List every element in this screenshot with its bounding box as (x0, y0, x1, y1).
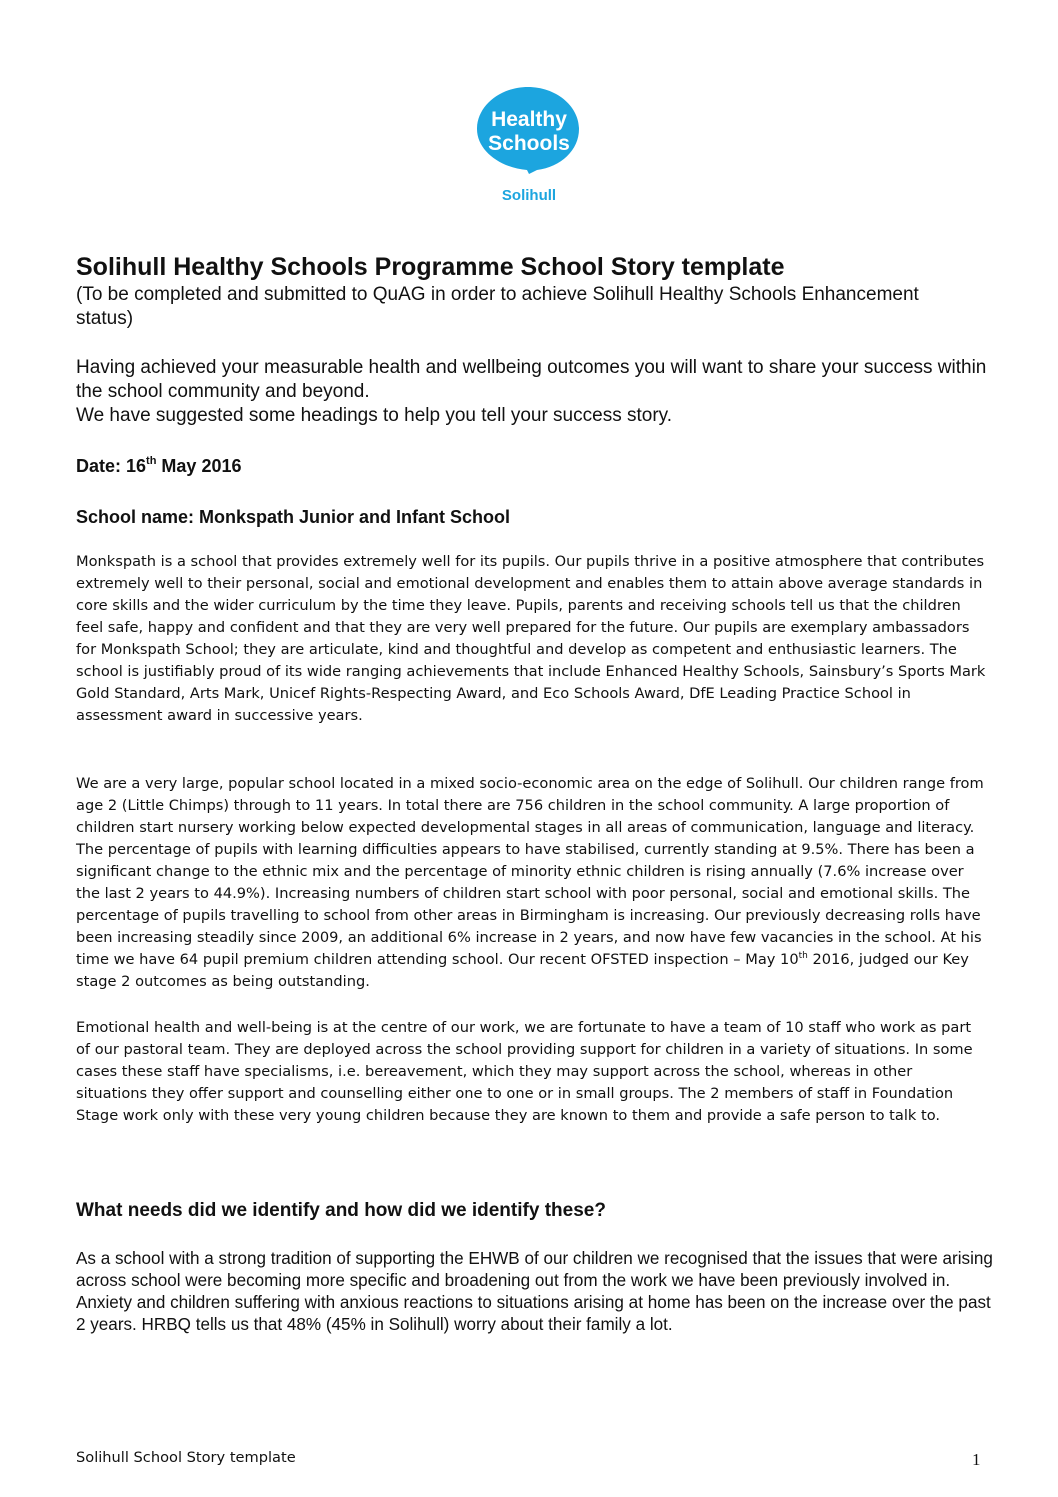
logo-sub-text: Solihull (501, 187, 557, 204)
logo-subtitle (471, 180, 587, 210)
logo-line1: Healthy (491, 108, 567, 131)
needs-heading: What needs did we identify and how did we identify these? (76, 1200, 606, 1221)
date-line (76, 453, 241, 479)
paragraph-context-main: We are a very large, popular school located in a mixed socio-economic area on the edge of Solihull. Our children range from age 2 (Little Chimps) through to 11 years. In total there are 756 children in the school community. A large proportion of children start nursery working below expected developmental stages in all areas of communication, language and literacy. The percentage of pupils with learning difficulties appears to have stabilised, currently standing at 9.5%. There has been a significant change to the ethnic mix and the percentage of minority ethnic children is rising annually (7.6% increase over the last 2 years to 44.9%). Increasing numbers of children start school with poor personal, social and emotional skills. The percentage of pupils travelling to school from other areas in Birmingham is increasing. Our previously decreasing rolls have been increasing steadily since 2009, an additional 6% increase in 2 years, and now have few vacancies in the school. At his time we have 64 pupil premium children attending school. Our recent OFSTED inspection – May 10 (76, 775, 984, 968)
date-label: Date: 16 (76, 456, 147, 476)
intro-paragraph-1: Having achieved your measurable health and wellbeing outcomes you will want to share your success within the school community and beyond. (76, 357, 987, 402)
date-rest: May 2016 (156, 456, 242, 476)
page-number: 1 (972, 1450, 981, 1469)
intro-text (76, 356, 996, 428)
paragraph-school-context (76, 773, 986, 993)
paragraph-school-overview: Monkspath is a school that provides extremely well for its pupils. Our pupils thrive in a positive atmosphere that contributes extremely well to their personal, social and emotional development and enables them to attain above average standards in core skills and the wider curriculum by the time they leave. Pupils, parents and receiving schools tell us that the children feel safe, happy and confident and that they are very well prepared for the future. Our pupils are exemplary ambassadors for Monkspath School; they are articulate, kind and thoughtful and develop as competent and enthusiastic learners. The school is justifiably proud of its wide ranging achievements that include Enhanced Healthy Schools, Sainsbury’s Sports Mark Gold Standard, Arts Mark, Unicef Rights-Respecting Award, and Eco Schools Award, DfE Leading Practice School in assessment award in successive years. (76, 553, 986, 724)
speech-bubble-logo-icon (473, 84, 583, 176)
page-subtitle: (To be completed and submitted to QuAG in order to achieve Solihull Healthy Schools Enhancement status) (76, 284, 919, 329)
logo-line2: Schools (488, 132, 570, 155)
needs-paragraph: As a school with a strong tradition of supporting the EHWB of our children we recognised that the issues that were arising across school were becoming more specific and broadening out from the work we have been previously involved in. Anxiety and children suffering with anxious reactions to situations arising at home has been on the increase over the past 2 years. HRBQ tells us that 48% (45% in Solihull) worry about their family a lot. (76, 1249, 993, 1334)
footer-title: Solihull School Story template (76, 1449, 296, 1466)
page-title: Solihull Healthy Schools Programme School Story template (76, 253, 785, 281)
healthy-schools-logo (471, 84, 587, 214)
paragraph-context-sup: th (798, 951, 808, 961)
date-suffix: th (146, 455, 157, 467)
school-name: School name: Monkspath Junior and Infant School (76, 507, 511, 527)
paragraph-context-end: 2016, judged our Key stage 2 outcomes as being outstanding. (76, 951, 969, 990)
intro-paragraph-2: We have suggested some headings to help you tell your success story. (76, 405, 673, 426)
paragraph-emotional-health: Emotional health and well-being is at the centre of our work, we are fortunate to have a team of 10 staff who work as part of our pastoral team. They are deployed across the school providing support for children in a variety of situations. In some cases these staff have specialisms, i.e. bereavement, which they may support across the school, whereas in other situations they offer support and counselling either one to one or in small groups. The 2 members of staff in Foundation Stage work only with these very young children because they are known to them and provide a safe person to talk to. (76, 1019, 973, 1124)
